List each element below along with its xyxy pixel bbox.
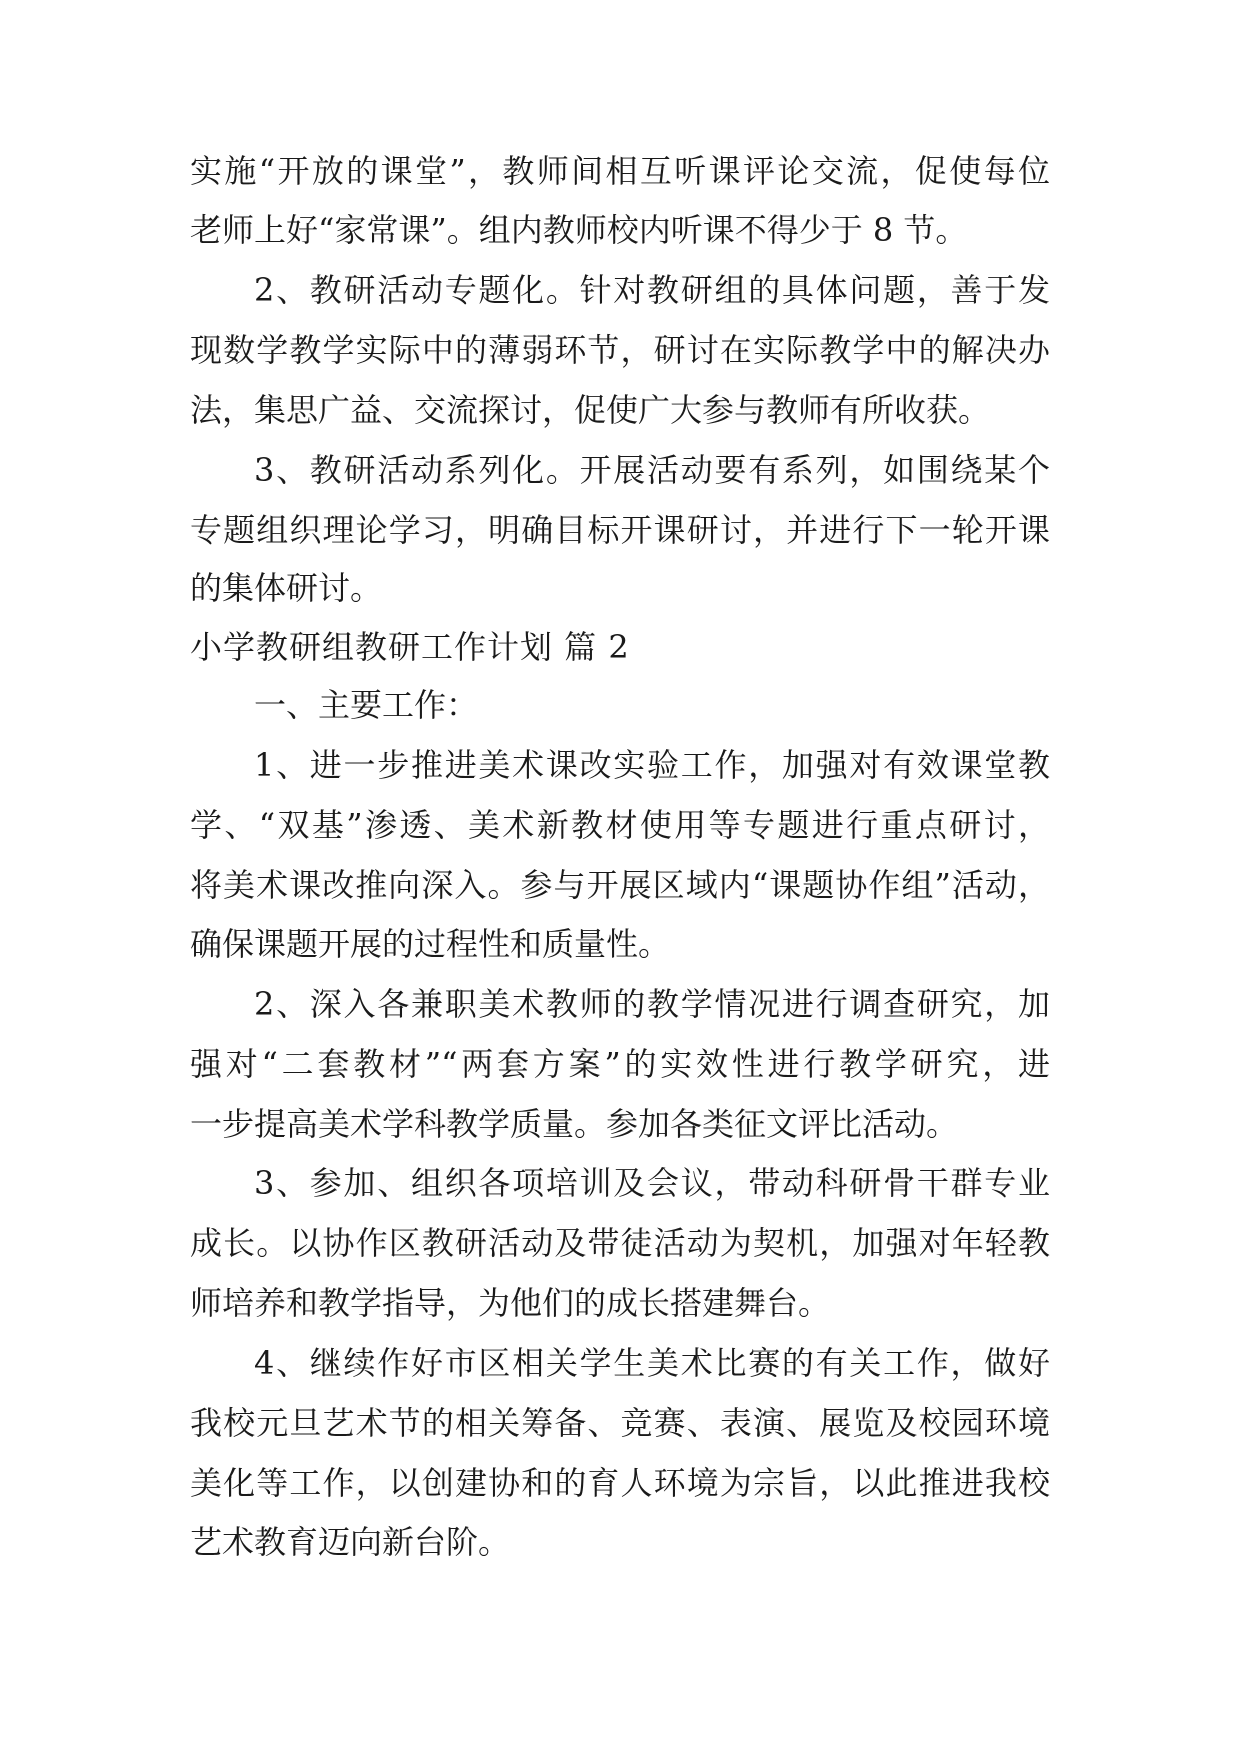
text-line: 1、进一步推进美术课改实验工作，加强对有效课堂教 — [254, 746, 1050, 784]
text-line: 成长。以协作区教研活动及带徒活动为契机，加强对年轻教 — [190, 1224, 1050, 1262]
text-line: 专题组织理论学习，明确目标开课研讨，并进行下一轮开课 — [190, 511, 1050, 549]
text-line: 4、继续作好市区相关学生美术比赛的有关工作，做好 — [254, 1344, 1050, 1382]
text-line: 我校元旦艺术节的相关筹备、竞赛、表演、展览及校园环境 — [190, 1404, 1050, 1442]
text-line: 2、教研活动专题化。针对教研组的具体问题，善于发 — [254, 271, 1050, 309]
text-line: 确保课题开展的过程性和质量性。 — [190, 925, 671, 963]
text-line: 学、“双基”渗透、美术新教材使用等专题进行重点研讨， — [190, 806, 1050, 844]
text-line: 3、参加、组织各项培训及会议，带动科研骨干群专业 — [254, 1164, 1050, 1202]
text-line: 的集体研讨。 — [190, 569, 383, 607]
text-line: 师培养和教学指导，为他们的成长搭建舞台。 — [190, 1284, 831, 1322]
section-heading: 小学教研组教研工作计划 篇 2 — [190, 628, 630, 666]
text-line: 现数学教学实际中的薄弱环节，研讨在实际教学中的解决办 — [190, 331, 1050, 369]
text-line: 实施“开放的课堂”，教师间相互听课评论交流，促使每位 — [190, 152, 1050, 190]
text-line: 一步提高美术学科教学质量。参加各类征文评比活动。 — [190, 1105, 959, 1143]
text-line: 2、深入各兼职美术教师的教学情况进行调查研究，加 — [254, 985, 1050, 1023]
text-line: 艺术教育迈向新台阶。 — [190, 1523, 511, 1561]
text-line: 将美术课改推向深入。参与开展区域内“课题协作组”活动， — [190, 866, 1050, 904]
text-line: 3、教研活动系列化。开展活动要有系列，如围绕某个 — [254, 451, 1050, 489]
text-line: 老师上好“家常课”。组内教师校内听课不得少于 8 节。 — [190, 211, 968, 249]
text-line: 法，集思广益、交流探讨，促使广大参与教师有所收获。 — [190, 391, 991, 429]
text-line: 强对“二套教材”“两套方案”的实效性进行教学研究，进 — [190, 1045, 1050, 1083]
subsection-heading: 一、主要工作： — [254, 686, 479, 724]
text-line: 美化等工作，以创建协和的育人环境为宗旨，以此推进我校 — [190, 1464, 1050, 1502]
